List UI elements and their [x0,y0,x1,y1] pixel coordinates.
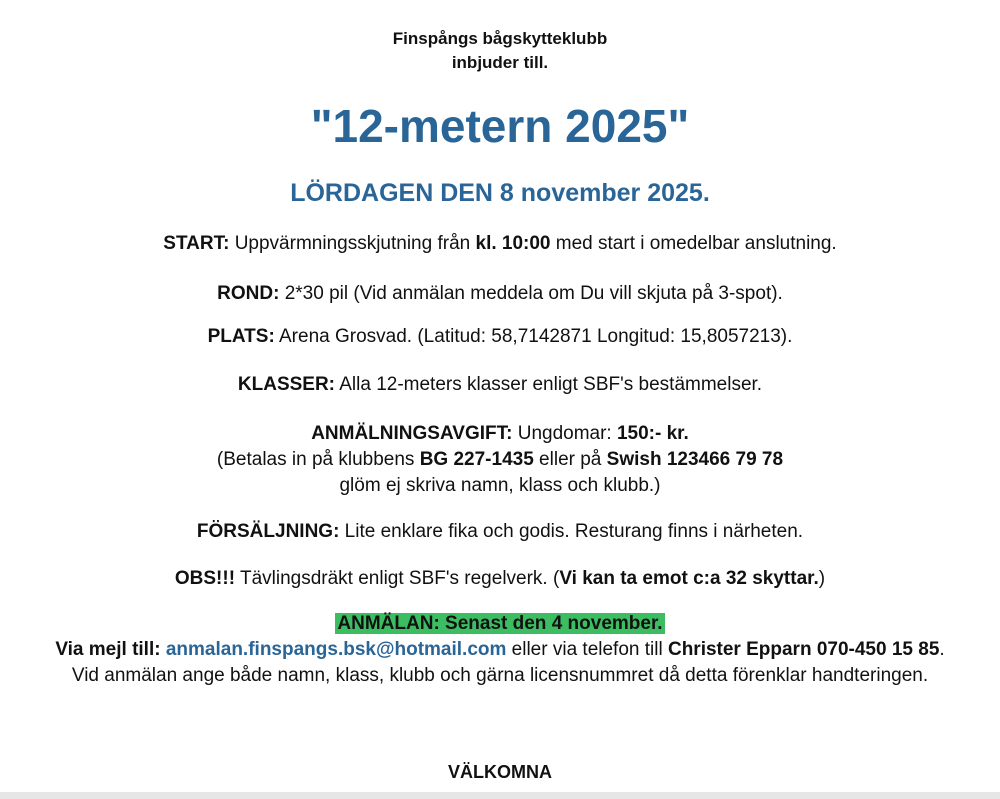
plats-text: Arena Grosvad. (Latitud: 58,7142871 Longitud: 15,8057213). [274,326,793,347]
obs-capacity: Vi kan ta emot c:a 32 skyttar. [559,568,819,589]
obs-end: ) [818,568,826,589]
start-text-2: med start i omedelbar anslutning. [550,233,837,254]
obs-label: OBS!!! [174,568,236,589]
anmalan-via-text: eller via telefon till [506,639,668,660]
plats-section [0,325,1000,349]
forsaljning-section [0,520,1000,544]
forsaljning-label: FÖRSÄLJNING: [196,521,340,542]
anmalan-deadline: ANMÄLAN: Senast den 4 november. [337,613,663,634]
klasser-text: Alla 12-meters klasser enligt SBF's bestämmelser. [335,374,763,395]
avgift-payment [0,448,1000,472]
anmalan-contact-row [0,638,1000,662]
anmalan-deadline-row [0,612,1000,636]
klasser-section [0,373,1000,397]
obs-section [0,567,1000,591]
start-label: START: [163,233,230,254]
rond-section [0,282,1000,306]
start-time: kl. 10:00 [475,233,551,254]
anmalan-note: Vid anmälan ange både namn, klass, klubb och gärna licensnummret då detta förenklar handteringen. [71,665,929,686]
avgift-text: Ungdomar: [512,423,617,444]
avgift-line2-a: (Betalas in på klubbens [216,449,420,470]
invite-text: inbjuder till. [451,53,549,72]
anmalan-via-label: Via mejl till: [55,639,166,660]
plats-label: PLATS: [207,326,275,347]
welcome-text: VÄLKOMNA [448,762,552,782]
anmalan-period: . [939,639,945,660]
start-text-1: Uppvärmningsskjutning från [229,233,476,254]
obs-text: Tävlingsdräkt enligt SBF's regelverk. ( [235,568,560,589]
event-date: LÖRDAGEN DEN 8 november 2025. [290,179,710,207]
avgift-section [0,422,1000,446]
avgift-line3: glöm ej skriva namn, klass och klubb.) [339,475,661,496]
klasser-label: KLASSER: [237,374,336,395]
org-name: Finspångs bågskytteklubb [392,29,608,48]
avgift-line2-b: eller på [533,449,607,470]
rond-label: ROND: [217,283,280,304]
rond-text: 2*30 pil (Vid anmälan meddela om Du vill skjuta på 3-spot). [279,283,783,304]
avgift-price: 150:- kr. [616,423,689,444]
anmalan-contact: Christer Epparn 070-450 15 85 [667,639,940,660]
avgift-label: ANMÄLNINGSAVGIFT: [311,423,513,444]
avgift-bg: BG 227-1435 [419,449,534,470]
start-section [0,232,1000,256]
anmalan-email-link[interactable]: anmalan.finspangs.bsk@hotmail.com [165,639,507,660]
event-title: "12-metern 2025" [310,100,690,152]
forsaljning-text: Lite enklare fika och godis. Resturang finns i närheten. [339,521,804,542]
avgift-swish: Swish 123466 79 78 [606,449,784,470]
bottom-divider [0,792,1000,799]
